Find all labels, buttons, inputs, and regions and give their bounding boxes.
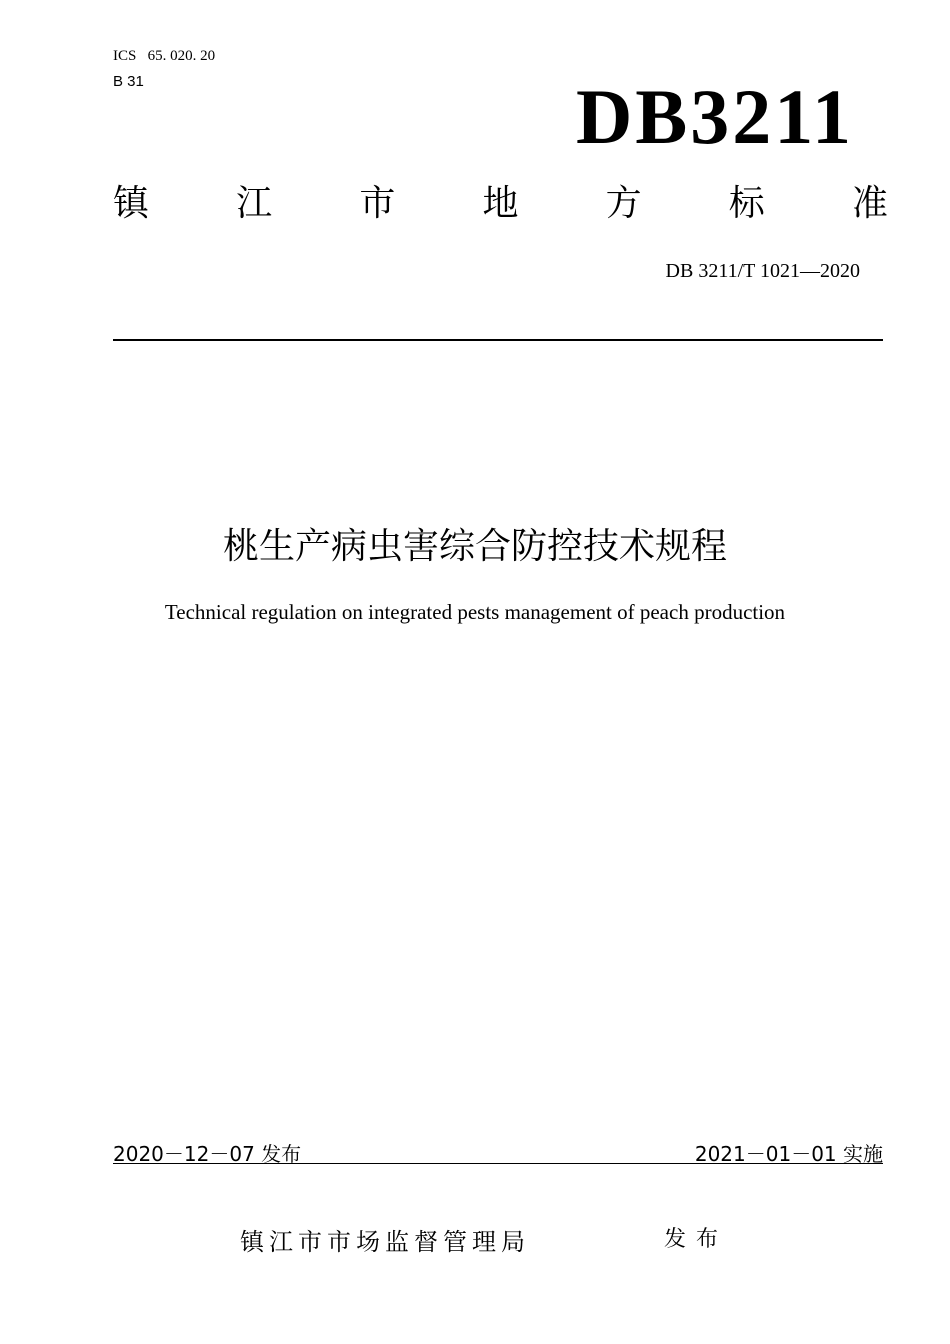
publish-label: 发布 — [664, 1227, 729, 1252]
title-chinese: 桃生产病虫害综合防控技术规程 — [222, 526, 727, 567]
title-english: Technical regulation on integrated pests management of peach production — [164, 600, 786, 624]
standard-type — [113, 183, 888, 224]
bottom-divider — [113, 1163, 883, 1164]
standard-number: DB 3211/T 1021—2020 — [665, 260, 860, 282]
ccs-code: B 31 — [113, 73, 144, 90]
publisher: 镇江市市场监督管理局 — [240, 1228, 530, 1256]
top-divider — [113, 339, 883, 341]
implementation-date: 2021－01－01 实施 — [694, 1142, 883, 1166]
standard-type-char: 地 — [482, 183, 519, 224]
standard-code: DB3211 — [575, 73, 854, 160]
standard-type-char: 标 — [728, 183, 765, 224]
standard-type-char: 准 — [851, 183, 888, 224]
standard-type-char: 江 — [236, 183, 273, 224]
ics-code: ICS 65. 020. 20 — [113, 48, 216, 64]
standard-type-char: 市 — [359, 183, 396, 224]
standard-type-char: 方 — [605, 183, 642, 224]
publish-date: 2020－12－07 发布 — [113, 1142, 302, 1166]
standard-type-char: 镇 — [113, 183, 150, 224]
